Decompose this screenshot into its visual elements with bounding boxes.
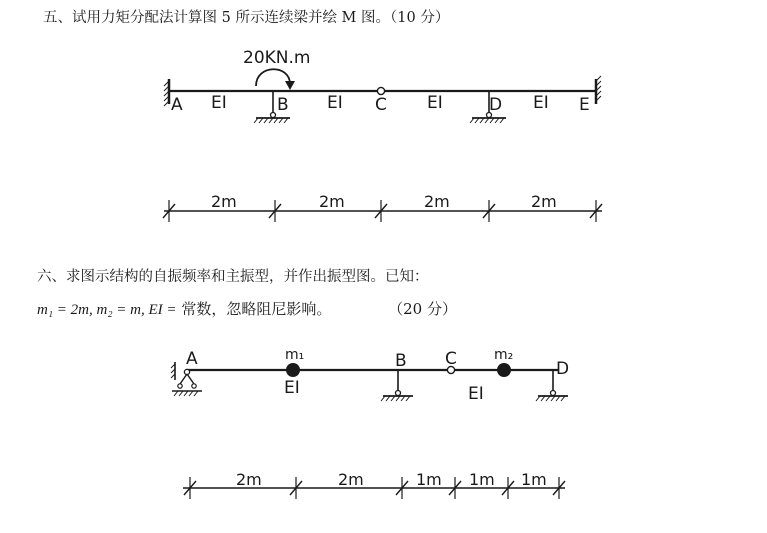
given-formula: m₁ = 2m, m₂ = m, EI = — [37, 302, 177, 318]
q6-dimension-line — [183, 470, 565, 499]
dimension-label: 1m — [469, 470, 495, 489]
node-label-a: A — [186, 349, 198, 369]
node-label-a: A — [171, 95, 183, 115]
dimension-label: 2m — [236, 470, 262, 489]
question-points: （20 分） — [388, 300, 457, 318]
node-label-b: B — [395, 351, 407, 371]
dimension-label: 2m — [338, 470, 364, 489]
question-6-title: 六、求图示结构的自振频率和主振型，并作出振型图。已知： — [37, 269, 429, 285]
segment-ei-bc: EI — [327, 93, 343, 113]
q5-dimension-line — [163, 192, 602, 222]
node-label-c: C — [375, 95, 387, 115]
roller-support-b — [381, 371, 413, 401]
segment-ei-cd: EI — [427, 93, 443, 113]
dimension-label: 1m — [416, 470, 442, 489]
dimension-label: 2m — [211, 192, 237, 211]
mass-label-m1: m₁ — [285, 347, 305, 363]
segment-ei-de: EI — [533, 93, 549, 113]
mass-label-m2: m₂ — [494, 347, 514, 363]
mass-m2 — [497, 363, 511, 377]
node-label-c: C — [445, 349, 457, 369]
fixed-support-a — [164, 79, 169, 106]
applied-moment-arrow — [256, 69, 295, 90]
segment-ei-ab: EI — [211, 93, 227, 113]
fixed-support-e — [596, 76, 601, 104]
node-label-d: D — [489, 95, 503, 115]
moment-label: 20KN.m — [243, 48, 311, 68]
segment-ei-label: EI — [468, 384, 484, 404]
given-text: 常数，忽略阻尼影响。 — [181, 300, 332, 318]
hinge-c — [377, 87, 384, 94]
dimension-label: 2m — [424, 192, 450, 211]
mass-m1 — [286, 363, 300, 377]
node-label-d: D — [556, 359, 570, 379]
q5-beam-diagram — [164, 48, 601, 123]
q6-beam-diagram — [171, 347, 569, 404]
question-5-title: 五、试用力矩分配法计算图 5 所示连续梁并绘 M 图。（10 分） — [43, 10, 450, 26]
segment-ei-label: EI — [284, 378, 300, 398]
dimension-label: 2m — [531, 192, 557, 211]
dimension-label: 1m — [521, 470, 547, 489]
question-6-given-conditions — [37, 298, 457, 319]
dimension-label: 2m — [319, 192, 345, 211]
node-label-b: B — [277, 95, 289, 115]
node-label-e: E — [579, 95, 590, 115]
